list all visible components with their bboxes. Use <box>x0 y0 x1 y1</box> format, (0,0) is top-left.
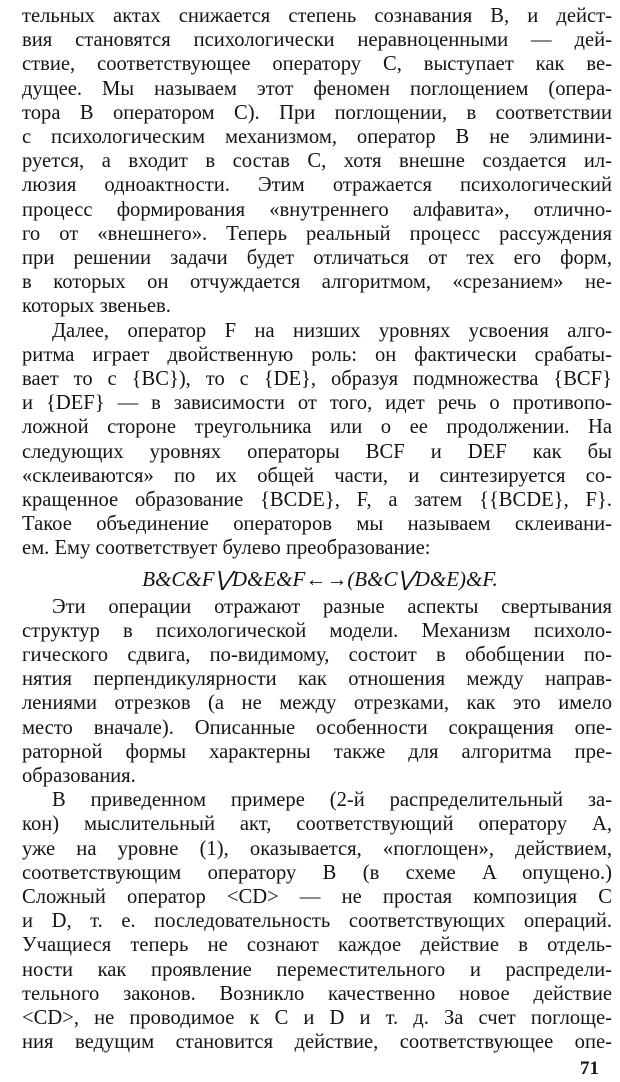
text-line: вает то с {BC}), то с {DE}, образуя подмножества {BCF} <box>22 368 612 390</box>
text-line: ния ведущим становится действие, соответствующее опе- <box>22 1031 612 1054</box>
text-line: <CD>, не проводимое к C и D и т. д. За счет поглоще- <box>22 1007 612 1029</box>
text-line: тельного законов. Возникло качественно новое действие <box>22 982 612 1005</box>
text-line: соответствующим оператору B (в схеме A опущено.) <box>22 861 612 884</box>
text-line: структур в психологической модели. Механизм психоло- <box>22 619 612 642</box>
text-line: и {DEF} — в зависимости от того, идет речь о противопо- <box>22 392 612 415</box>
text-line: ложной стороне треугольника или о ее продолжении. На <box>22 416 612 439</box>
text-line: ритма играет двойственную роль: он фактически срабаты- <box>22 343 612 366</box>
text-line: Сложный оператор <CD> — не простая композиция C <box>22 886 612 908</box>
text-line: тельных актах снижается степень сознавания B, и дейст- <box>22 5 612 27</box>
text-line: ствие, соответствующее оператору C, выступает как ве- <box>22 53 612 76</box>
text-line: раторной формы характерны также для алгоритма пре- <box>22 740 612 763</box>
text-line: и D, т. е. последовательность соответствующих операций. <box>22 910 612 933</box>
text-line: дущее. Мы называем этот феномен поглощением (опера- <box>22 77 612 100</box>
text-line: вия становятся психологически неравноценными — дей- <box>22 29 612 52</box>
text-line: процесс формирования «внутреннего алфавита», отлично- <box>22 198 612 221</box>
boolean-formula: B&C&F⋁D&E&F←→(B&C⋁D&E)&F. <box>142 566 498 591</box>
text-line: люзия одноактности. Этим отражается психологический <box>22 174 612 197</box>
text-line: ем. Ему соответствует булево преобразование: <box>22 537 431 560</box>
paragraph-start-line: В приведенном примере (2-й распределительный за- <box>52 789 612 812</box>
text-line: ности как проявление переместительного и распредели- <box>22 958 612 981</box>
text-line: которых звеньев. <box>22 295 171 318</box>
text-line: нятия перпендикулярности как отношения между направ- <box>22 668 612 691</box>
text-line: тора B оператором C). При поглощении, в соответствии <box>22 101 612 124</box>
page-number: 71 <box>580 1058 599 1080</box>
text-line: кращенное образование {BCDE}, F, а затем {{BCDE}, F}. <box>22 489 612 511</box>
text-line: уже на уровне (1), оказывается, «поглощен», действием, <box>22 837 612 860</box>
text-line: го от «внешнего». Теперь реальный процесс рассуждения <box>22 222 612 245</box>
text-line: «склеиваются» по их общей части, и синтезируется со- <box>22 464 612 487</box>
paragraph-start-line: Эти операции отражают разные аспекты свертывания <box>52 595 612 618</box>
text-line: следующих уровнях операторы BCF и DEF как бы <box>22 440 612 463</box>
text-line: в которых он отчуждается алгоритмом, «срезанием» не- <box>22 271 612 294</box>
text-line: при решении задачи будет отличаться от тех его форм, <box>22 247 612 269</box>
text-line: Такое объединение операторов мы называем склеивани- <box>22 513 612 536</box>
paragraph-start-line: Далее, оператор F на низших уровнях усвоения алго- <box>52 319 612 342</box>
text-line: Учащиеся теперь не сознают каждое действие в отдель- <box>22 934 612 957</box>
text-line: с психологическим механизмом, оператор B не элимини- <box>22 126 612 148</box>
text-line: руется, а входит в состав C, хотя внешне создается ил- <box>22 150 612 173</box>
text-line: кон) мыслительный акт, соответствующий оператору A, <box>22 813 612 836</box>
text-line: гического сдвига, по-видимому, состоит в обобщении по- <box>22 644 612 666</box>
text-line: образования. <box>22 765 136 787</box>
text-line: место вначале). Описанные особенности сокращения опе- <box>22 716 612 739</box>
text-line: лениями отрезков (а не между отрезками, как это имело <box>22 692 612 715</box>
